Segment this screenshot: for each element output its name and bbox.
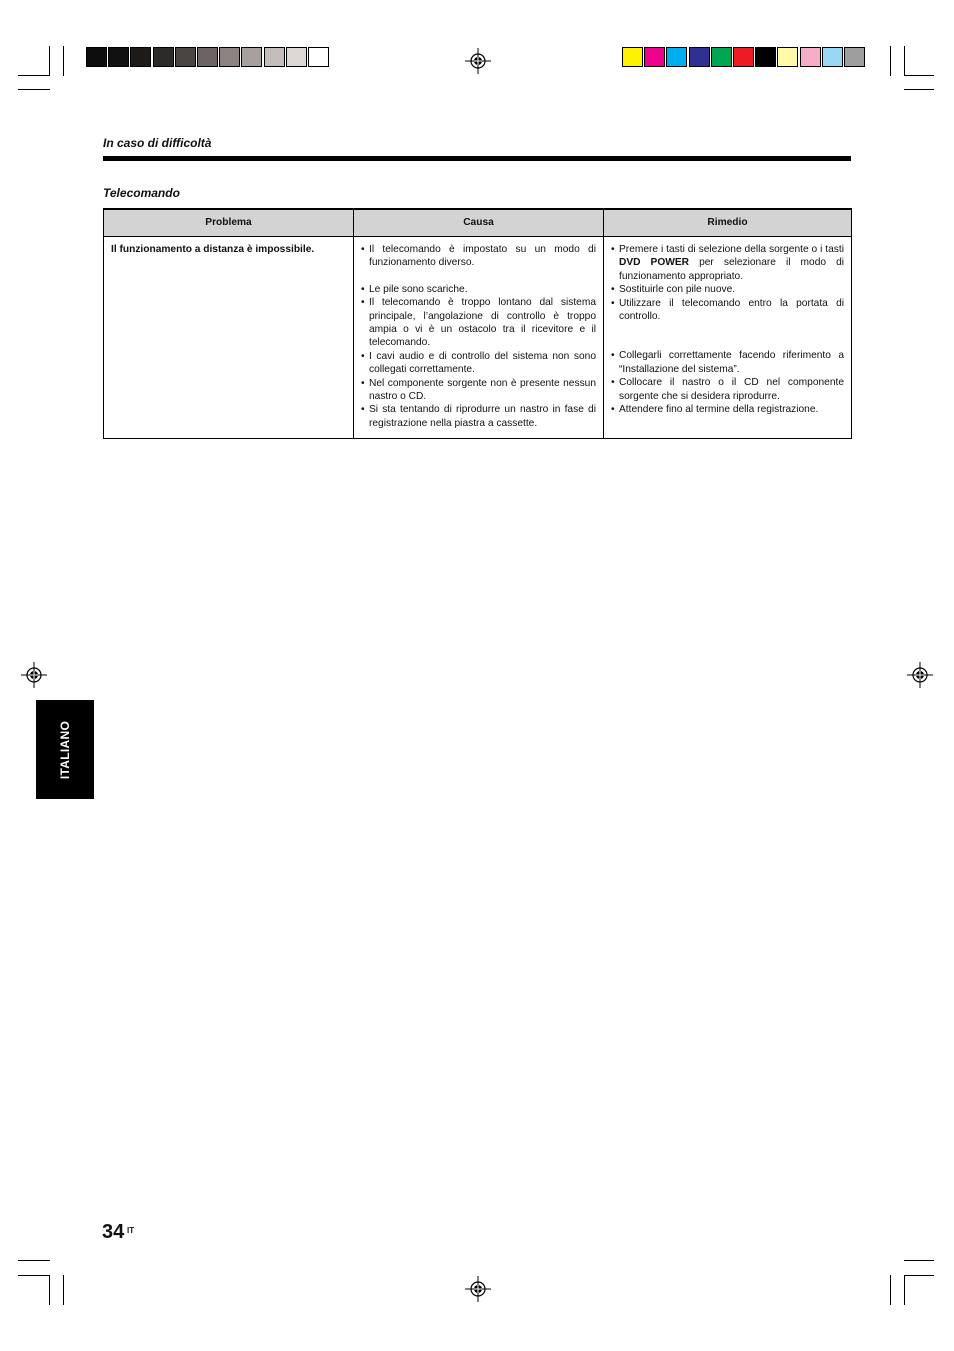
color-swatch bbox=[733, 47, 754, 67]
list-item: • I cavi audio e di controllo del sistema non sono collegati correttamente. bbox=[361, 350, 596, 377]
list-item: • Utilizzare il telecomando entro la portata di controllo. bbox=[611, 297, 844, 324]
list-item: • Collegarli correttamente facendo riferimento a “Installazione del sistema”. bbox=[611, 349, 844, 376]
problem-cell bbox=[104, 237, 354, 439]
subsection-title: Telecomando bbox=[103, 186, 180, 200]
color-swatch bbox=[286, 47, 307, 67]
section-title: In caso di difficoltà bbox=[103, 136, 212, 150]
list-item bbox=[611, 243, 844, 283]
crop-mark bbox=[904, 1260, 934, 1261]
list-item: • Si sta tentando di riprodurre un nastro in fase di registrazione nella piastra a cassette. bbox=[361, 403, 596, 430]
crop-mark bbox=[18, 1260, 50, 1261]
list-item: • Sostituirle con pile nuove. bbox=[611, 283, 844, 296]
registration-mark-icon bbox=[465, 1276, 491, 1302]
crop-mark bbox=[890, 46, 891, 76]
language-label: ITALIANO bbox=[58, 720, 72, 779]
list-item: • Il telecomando è troppo lontano dal sistema principale, l’angolazione di controllo è troppo ampia o vi è un ostacolo tra il ricevitore e il telecomando. bbox=[361, 296, 596, 350]
cause-cell bbox=[354, 237, 604, 439]
language-tab bbox=[36, 700, 94, 799]
color-swatch bbox=[241, 47, 262, 67]
key-label: DVD POWER bbox=[619, 257, 690, 269]
crop-mark bbox=[18, 89, 50, 90]
crop-mark bbox=[63, 46, 64, 76]
crop-mark bbox=[904, 75, 934, 76]
color-swatch bbox=[130, 47, 151, 67]
registration-mark-icon bbox=[21, 662, 47, 688]
crop-mark bbox=[904, 1275, 905, 1305]
color-swatch bbox=[175, 47, 196, 67]
color-swatch bbox=[800, 47, 821, 67]
color-swatch bbox=[689, 47, 710, 67]
color-swatch bbox=[844, 47, 865, 67]
color-swatch bbox=[666, 47, 687, 67]
crop-mark bbox=[904, 89, 934, 90]
color-swatch bbox=[86, 47, 107, 67]
crop-mark bbox=[63, 1275, 64, 1305]
remedy-text: Premere i tasti di selezione della sorgente o i tasti bbox=[619, 244, 844, 255]
list-item: • Collocare il nastro o il CD nel componente sorgente che si desidera riprodurre. bbox=[611, 376, 844, 403]
section-divider bbox=[103, 156, 851, 161]
registration-mark-icon bbox=[907, 662, 933, 688]
remedy-cell bbox=[604, 237, 852, 439]
table-header-row bbox=[104, 209, 852, 237]
color-swatch bbox=[777, 47, 798, 67]
crop-mark bbox=[890, 1275, 891, 1305]
color-swatch bbox=[108, 47, 129, 67]
troubleshooting-table bbox=[103, 208, 852, 439]
list-item: • Le pile sono scariche. bbox=[361, 283, 596, 296]
remedy-text: per selezionare il modo di funzionamento appropriato. bbox=[619, 257, 845, 282]
color-swatch bbox=[197, 47, 218, 67]
crop-mark bbox=[904, 46, 905, 76]
column-header-problem: Problema bbox=[104, 209, 354, 237]
problem-text: Il funzionamento a distanza è impossibile. bbox=[111, 244, 315, 255]
crop-mark bbox=[904, 1275, 934, 1276]
list-item: • Nel componente sorgente non è presente nessun nastro o CD. bbox=[361, 377, 596, 404]
crop-mark bbox=[18, 75, 50, 76]
table-row bbox=[104, 237, 852, 439]
column-header-remedy: Rimedio bbox=[604, 209, 852, 237]
color-swatch bbox=[711, 47, 732, 67]
crop-mark bbox=[49, 46, 50, 76]
crop-mark bbox=[18, 1275, 50, 1276]
color-swatch bbox=[264, 47, 285, 67]
color-swatch bbox=[308, 47, 329, 67]
color-swatch bbox=[755, 47, 776, 67]
list-item: • Il telecomando è impostato su un modo di funzionamento diverso. bbox=[361, 243, 596, 270]
page-language-suffix: IT bbox=[127, 1226, 135, 1235]
cause-list bbox=[361, 243, 596, 430]
color-swatch bbox=[822, 47, 843, 67]
color-swatch bbox=[219, 47, 240, 67]
color-swatch bbox=[153, 47, 174, 67]
color-swatch bbox=[622, 47, 643, 67]
page-number: 34 bbox=[102, 1221, 125, 1243]
color-swatch bbox=[644, 47, 665, 67]
remedy-list bbox=[611, 243, 844, 416]
column-header-cause: Causa bbox=[354, 209, 604, 237]
registration-mark-icon bbox=[465, 48, 491, 74]
list-item: • Attendere fino al termine della registrazione. bbox=[611, 403, 844, 416]
crop-mark bbox=[49, 1275, 50, 1305]
